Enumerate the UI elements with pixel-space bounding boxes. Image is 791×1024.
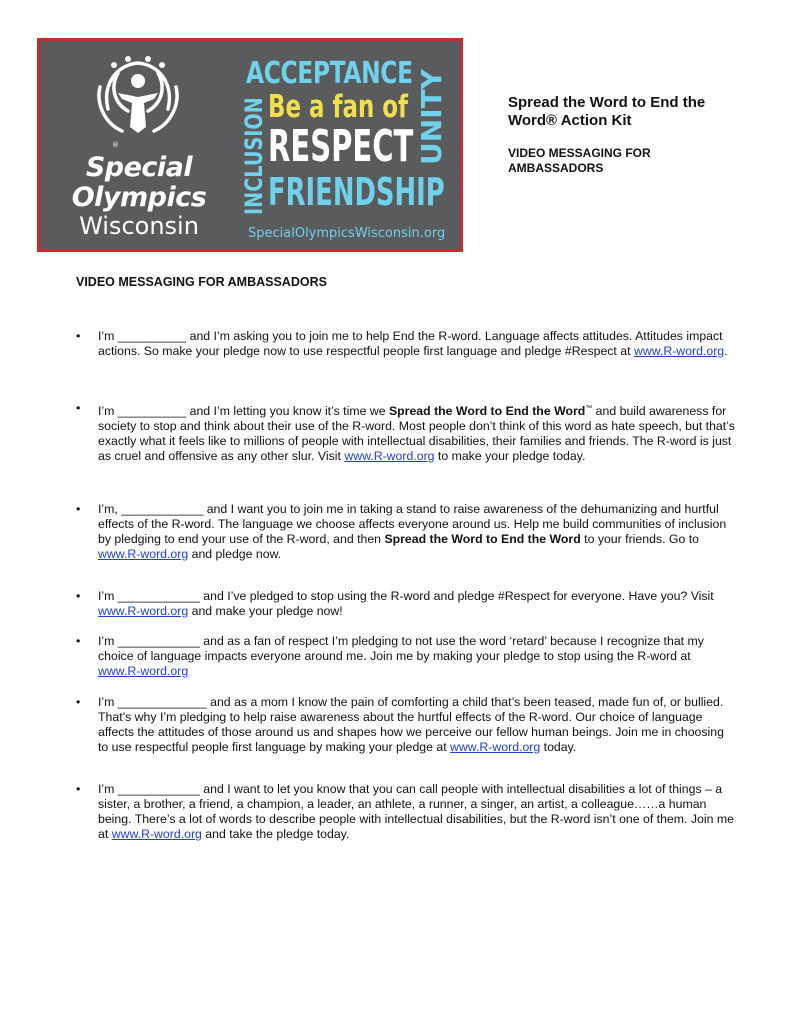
list-item <box>76 329 736 359</box>
bullet-icon: • <box>76 401 81 415</box>
special-olympics-logo <box>52 49 222 245</box>
list-item <box>76 401 736 464</box>
word-respect: RESPECT <box>268 121 414 172</box>
r-word-link[interactable]: www.R-word.org <box>633 344 725 358</box>
word-acceptance: ACCEPTANCE <box>246 56 413 91</box>
list-item <box>76 502 736 562</box>
bullet-text: I’m _____________ and as a mom I know the pain of comforting a child that’s been teased, made fun of, or bullied. That’s why I’m pledging to help raise awareness about the hurtful effects of the R-word. Our choice of language affects the attitudes of those around us and shapes how we perceive our fellow human beings. Join me in choosing to use respectful people first language by making your pledge at www.R-word.org today. <box>98 695 724 754</box>
list-item <box>76 695 736 755</box>
r-word-link[interactable]: www.R-word.org <box>450 740 541 754</box>
bullet-text: I’m ____________ and I’ve pledged to stop using the R-word and pledge #Respect for everyone. Have you? Visit www.R-word.org and make your pledge now! <box>98 589 714 618</box>
brand-wisconsin: Wisconsin <box>79 212 199 240</box>
brand-special: Special <box>85 152 193 183</box>
kit-subtitle: VIDEO MESSAGING FOR AMBASSADORS <box>508 146 651 175</box>
bullet-icon: • <box>76 589 81 603</box>
r-word-link[interactable]: www.R-word.org <box>98 547 189 561</box>
special-olympics-banner <box>37 38 463 252</box>
section-title: VIDEO MESSAGING FOR AMBASSADORS <box>76 275 327 289</box>
r-word-link[interactable]: www.R-word.org <box>111 827 202 841</box>
list-item <box>76 634 736 679</box>
athlete-emblem-icon <box>88 53 188 149</box>
bullet-icon: • <box>76 695 81 709</box>
r-word-link[interactable]: www.R-word.org <box>344 449 435 464</box>
bullet-text: I’m, ____________ and I want you to join me in taking a stand to raise awareness of the dehumanizing and hurtful effects of the R-word. The language we choose affects everyone around us. Help me build communities of inclusion by pledging to end your use of the R-word, and then Spread the Word to End the Word to your friends. Go to www.R-word.org and pledge now. <box>98 502 727 561</box>
kit-title: Spread the Word to End the Word® Action Kit <box>508 94 706 129</box>
word-unity: UNITY <box>415 69 448 165</box>
word-inclusion: INCLUSION <box>240 97 268 215</box>
banner-url: SpecialOlympicsWisconsin.org <box>248 226 446 241</box>
r-word-link[interactable]: www.R-word.org <box>98 664 189 678</box>
bullet-icon: • <box>76 782 81 796</box>
svg-text:®: ® <box>112 141 119 149</box>
bullet-text: I’m __________ and I’m asking you to join me to help End the R-word. Language affects attitudes. Attitudes impact actions. So make your pledge now to use respectful people first language and pledge #Respect at www.R-word.org. <box>98 329 728 358</box>
values-word-cloud <box>240 55 452 245</box>
bullet-text: I’m __________ and I’m letting you know it’s time we Spread the Word to End the Word™ and build awareness for society to stop and think about their use of the R-word. Most people don’t think of this word as hate speech, but that’s exactly what it feels like to millions of people with intellectual disabilities, their families and friends. The R-word is just as cruel and offensive as any other slur. Visit www.R-word.org to make your pledge today. <box>98 404 735 464</box>
bullet-icon: • <box>76 329 81 343</box>
word-be-a-fan: Be a fan of <box>268 89 409 125</box>
list-item <box>76 782 736 842</box>
bullet-icon: • <box>76 502 81 516</box>
banner-background <box>40 41 460 249</box>
bullet-icon: • <box>76 634 81 648</box>
word-friendship: FRIENDSHIP <box>268 170 445 214</box>
r-word-link[interactable]: www.R-word.org <box>98 604 189 618</box>
brand-olympics: Olympics <box>71 182 207 213</box>
bullet-text: I’m ____________ and as a fan of respect I’m pledging to not use the word ‘retard’ because I recognize that my choice of language impacts everyone around me. Join me by making your pledge to stop using the R-word at www.R-word.org <box>98 634 704 678</box>
bullet-text: I’m ____________ and I want to let you know that you can call people with intellectual disabilities a lot of things – a sister, a brother, a friend, a champion, a leader, an athlete, a runner, a singer, an artist, a colleague……a human being. There’s a lot of words to describe people with intellectual disabilities, but the R-word isn’t one of them. Join me at www.R-word.org and take the pledge today. <box>98 782 734 841</box>
list-item <box>76 589 736 619</box>
